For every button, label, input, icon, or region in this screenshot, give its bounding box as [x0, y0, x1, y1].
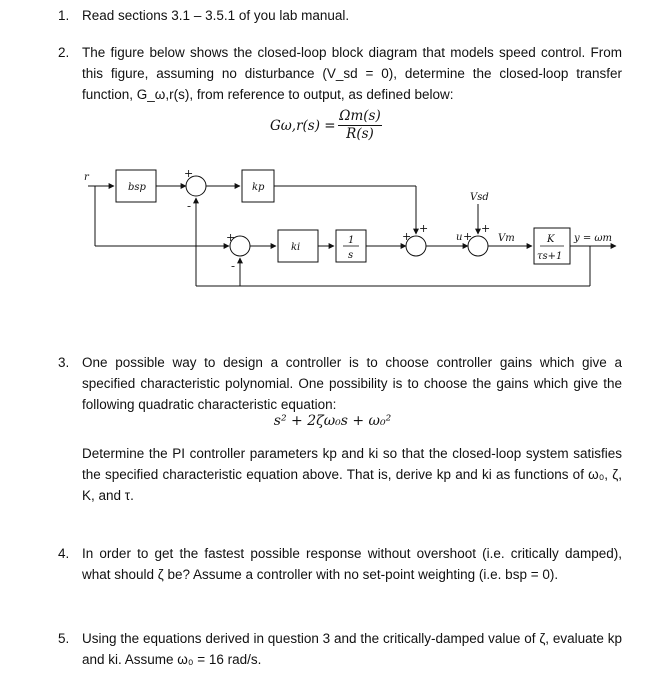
- question-number: 2.: [58, 45, 70, 60]
- tf-numerator: Ωm(s): [339, 108, 381, 124]
- characteristic-equation: s² + 2ζω₀s + ω₀²: [273, 413, 392, 429]
- ki-label: ki: [291, 242, 301, 253]
- r-label: r: [84, 172, 89, 183]
- u-label: u: [456, 232, 463, 243]
- sum4-plus-top: +: [481, 222, 491, 235]
- plant-numerator: K: [547, 234, 555, 245]
- sum2-plus-sign: +: [226, 231, 236, 244]
- block-diagram: [0, 150, 665, 300]
- sum1-minus-sign: -: [187, 199, 192, 213]
- sum2-minus-sign: -: [231, 259, 236, 273]
- vm-label: Vm: [498, 233, 515, 244]
- tf-fraction: [338, 108, 382, 143]
- integrator-denominator: s: [348, 250, 354, 261]
- integrator-numerator: 1: [348, 235, 355, 246]
- bsp-label: bsp: [128, 182, 146, 193]
- sum3-plus-top: +: [419, 222, 429, 235]
- question-text: Using the equations derived in question 3 and the critically-damped value of ζ, evaluate kp and ki. Assume ω₀ = 16 rad/s.: [82, 631, 622, 667]
- question-text: Read sections 3.1 – 3.5.1 of you lab manual.: [82, 8, 350, 23]
- vsd-label: Vsd: [470, 192, 489, 203]
- question-number: 3.: [58, 355, 70, 370]
- sum4-plus-left: +: [463, 230, 473, 243]
- question-text: Determine the PI controller parameters kp and ki so that the closed-loop system satisfies the specified characteristic equation above. That is, derive kp and ki as functions of ω₀, ζ, K, and τ.: [82, 446, 622, 503]
- kp-label: kp: [252, 182, 265, 193]
- sum3-plus-left: +: [402, 230, 412, 243]
- y-label: y = ωm: [574, 233, 613, 244]
- question-number: 5.: [58, 631, 70, 646]
- plant-denominator: τs+1: [537, 251, 563, 262]
- question-text: The figure below shows the closed-loop block diagram that models speed control. From this figure, assuming no disturbance (V_sd = 0), determine the closed-loop transfer function, G_ω,r(s), from reference to output, as defined below:: [82, 45, 622, 102]
- question-text: In order to get the fastest possible response without overshoot (i.e. critically damped), what should ζ be? Assume a controller with no set-point weighting (i.e. bsp = 0).: [82, 546, 622, 582]
- question-number: 1.: [58, 8, 70, 23]
- tf-denominator: R(s): [338, 125, 382, 143]
- question-number: 4.: [58, 546, 70, 561]
- tf-lhs: Gω,r(s) =: [270, 118, 336, 134]
- question-text: One possible way to design a controller is to choose controller gains which give a specified characteristic polynomial. One possibility is to choose the gains which give the following quadratic characteristic equation:: [82, 355, 622, 412]
- sum1-plus-sign: +: [184, 167, 194, 180]
